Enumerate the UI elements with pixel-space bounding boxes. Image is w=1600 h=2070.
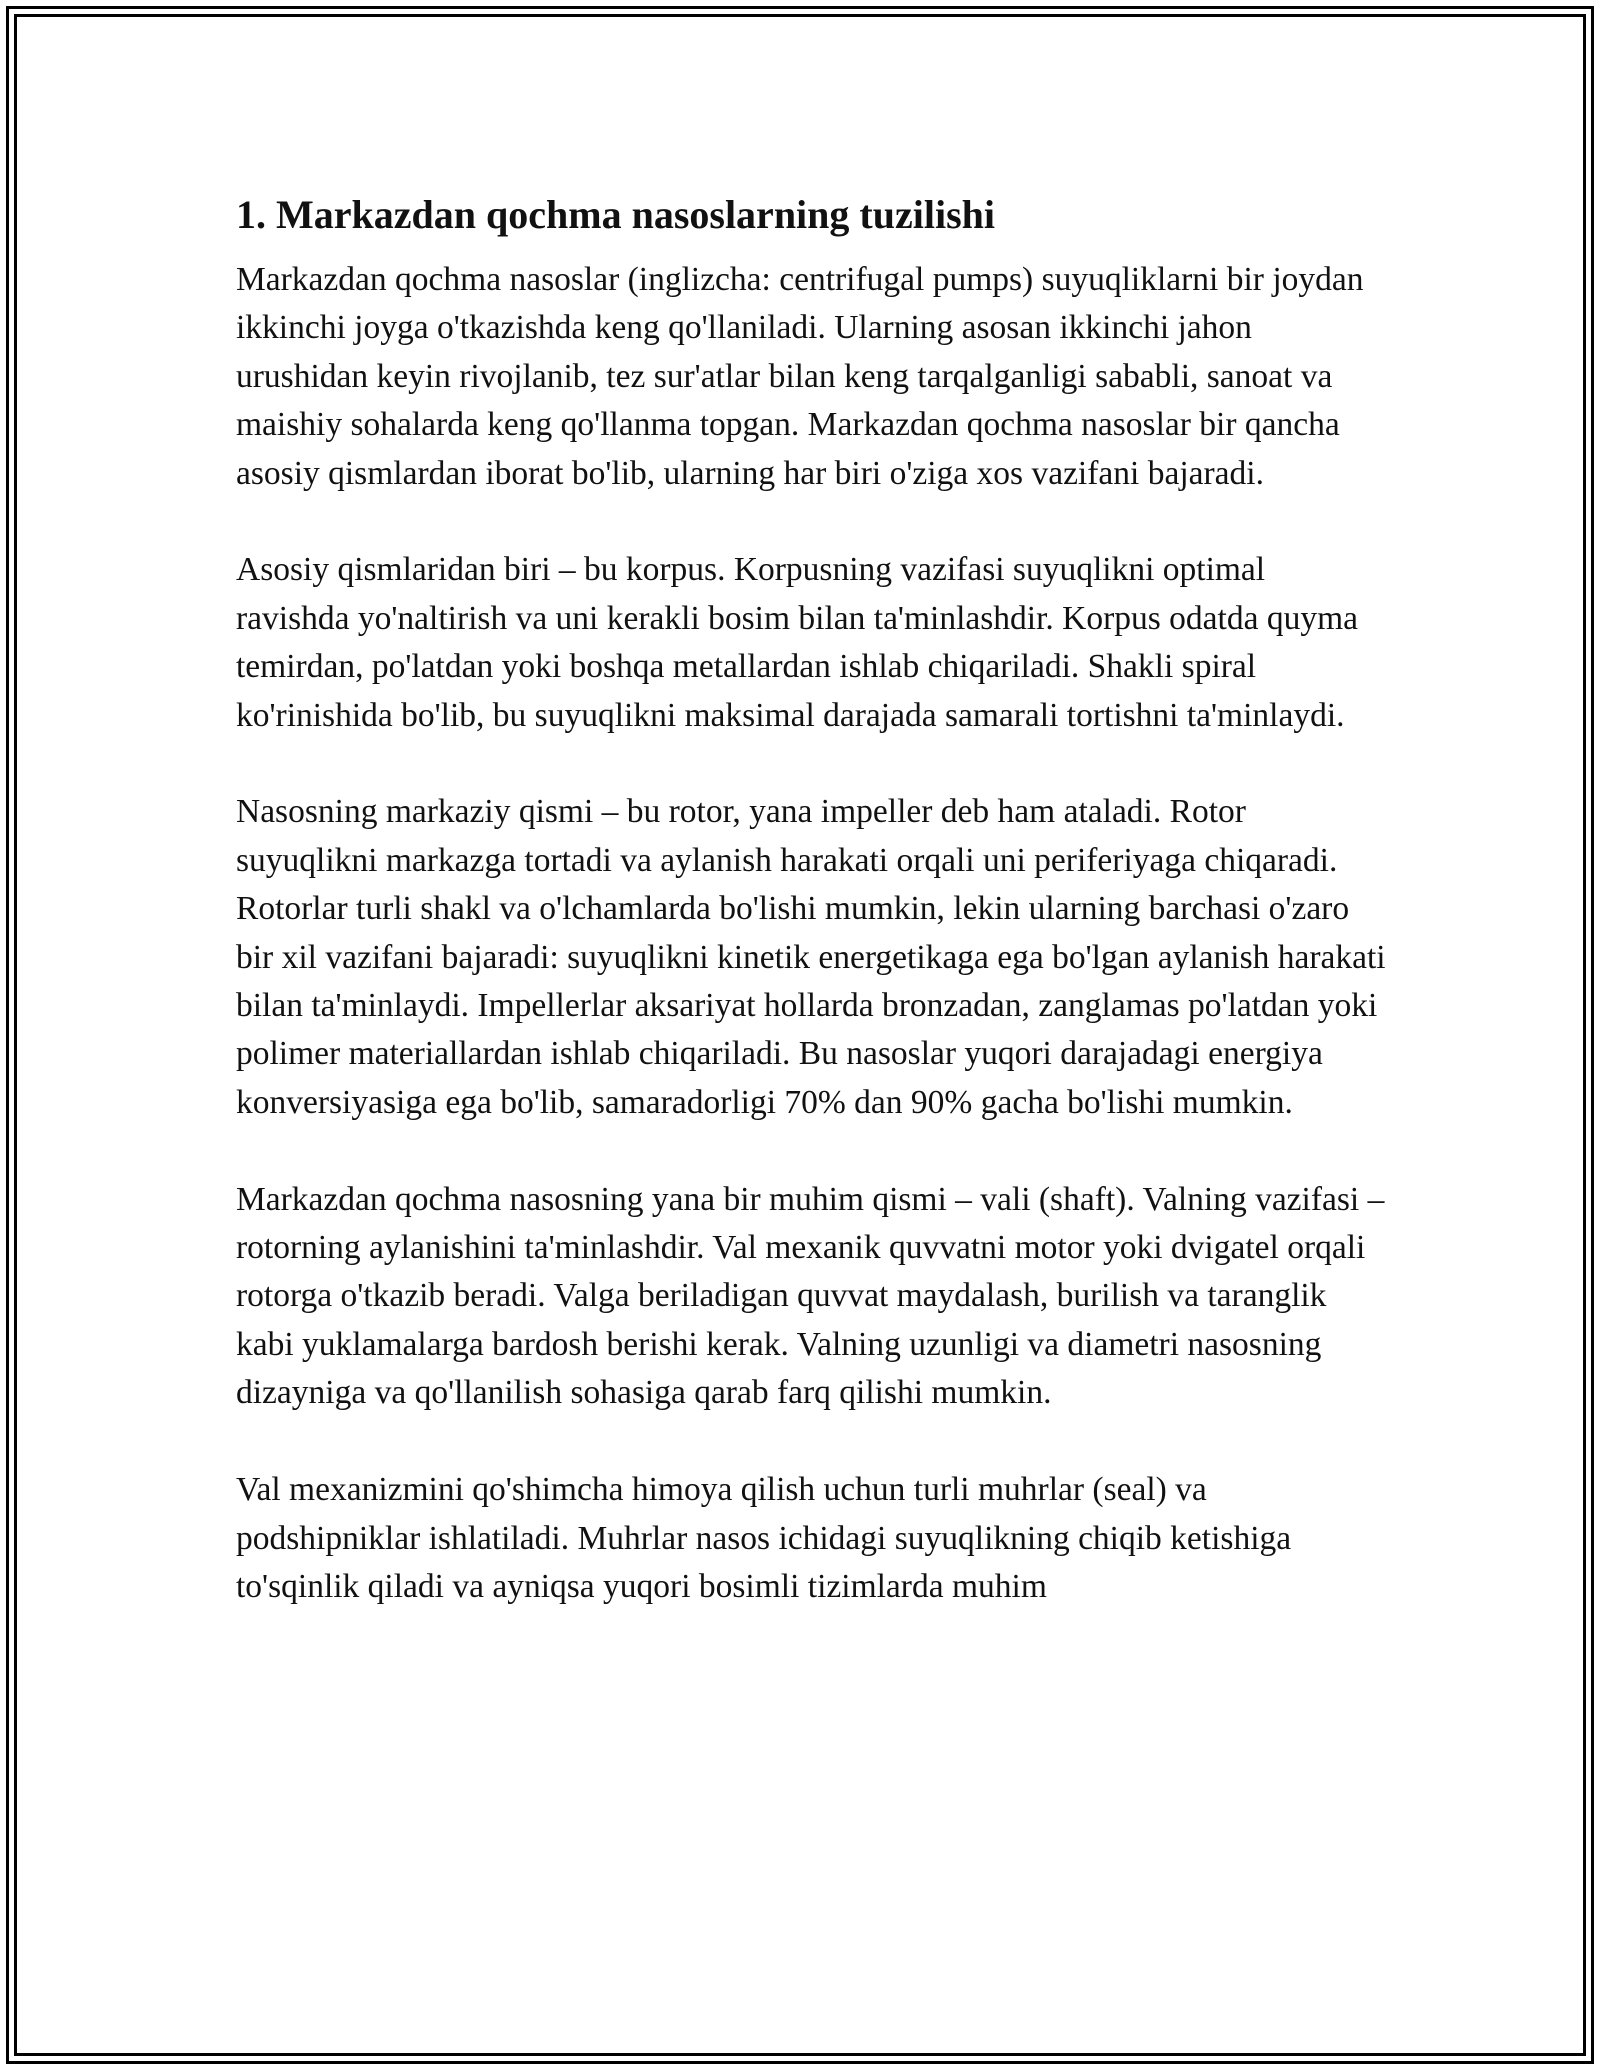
document-body [236, 186, 1386, 1611]
paragraph-intro: Markazdan qochma nasoslar (inglizcha: centrifugal pumps) suyuqliklarni bir joydan ikkinchi joyga o'tkazishda keng qo'llaniladi. Ularning asosan ikkinchi jahon urushidan keyin rivojlanib, tez sur'atlar bilan keng tarqalganligi sababli, sanoat va maishiy sohalarda keng qo'llanma topgan. Markazdan qochma nasoslar bir qancha asosiy qismlardan iborat bo'lib, ularning har biri o'ziga xos vazifani bajaradi. [236, 261, 1364, 492]
paragraph-casing: Asosiy qismlaridan biri – bu korpus. Korpusning vazifasi suyuqlikni optimal ravishda yo'naltirish va uni kerakli bosim bilan ta'minlashdir. Korpus odatda quyma temirdan, po'latdan yoki boshqa metallardan ishlab chiqariladi. Shakli spiral ko'rinishida bo'lib, bu suyuqlikni maksimal darajada samarali tortishni ta'minlaydi. [236, 551, 1359, 734]
paragraph-shaft: Markazdan qochma nasosning yana bir muhim qismi – vali (shaft). Valning vazifasi – rotorning aylanishini ta'minlashdir. Val mexanik quvvatni motor yoki dvigatel orqali rotorga o'tkazib beradi. Valga beriladigan quvvat maydalash, burilish va taranglik kabi yuklamalarga bardosh berishi kerak. Valning uzunligi va diametri nasosning dizayniga va qo'llanilish sohasiga qarab farq qilishi mumkin. [236, 1180, 1385, 1412]
section-heading: 1. Markazdan qochma nasoslarning tuzilishi [236, 192, 996, 237]
paragraph-rotor: Nasosning markaziy qismi – bu rotor, yana impeller deb ham ataladi. Rotor suyuqlikni markazga tortadi va aylanish harakati orqali uni periferiyaga chiqaradi. Rotorlar turli shakl va o'lchamlarda bo'lishi mumkin, lekin ularning barchasi o'zaro bir xil vazifani bajaradi: suyuqlikni kinetik energetikaga ega bo'lgan aylanish harakati bilan ta'minlaydi. Impellerlar aksariyat hollarda bronzadan, zanglamas po'latdan yoki polimer materiallardan ishlab chiqariladi. Bu nasoslar yuqori darajadagi energiya konversiyasiga ega bo'lib, samaradorligi 70% dan 90% gacha bo'lishi mumkin. [236, 793, 1386, 1121]
paragraph-seals: Val mexanizmini qo'shimcha himoya qilish uchun turli muhrlar (seal) va podshipniklar ishlatiladi. Muhrlar nasos ichidagi suyuqlikning chiqib ketishiga to'sqinlik qiladi va ayniqsa yuqori bosimli tizimlarda muhim [236, 1471, 1292, 1605]
